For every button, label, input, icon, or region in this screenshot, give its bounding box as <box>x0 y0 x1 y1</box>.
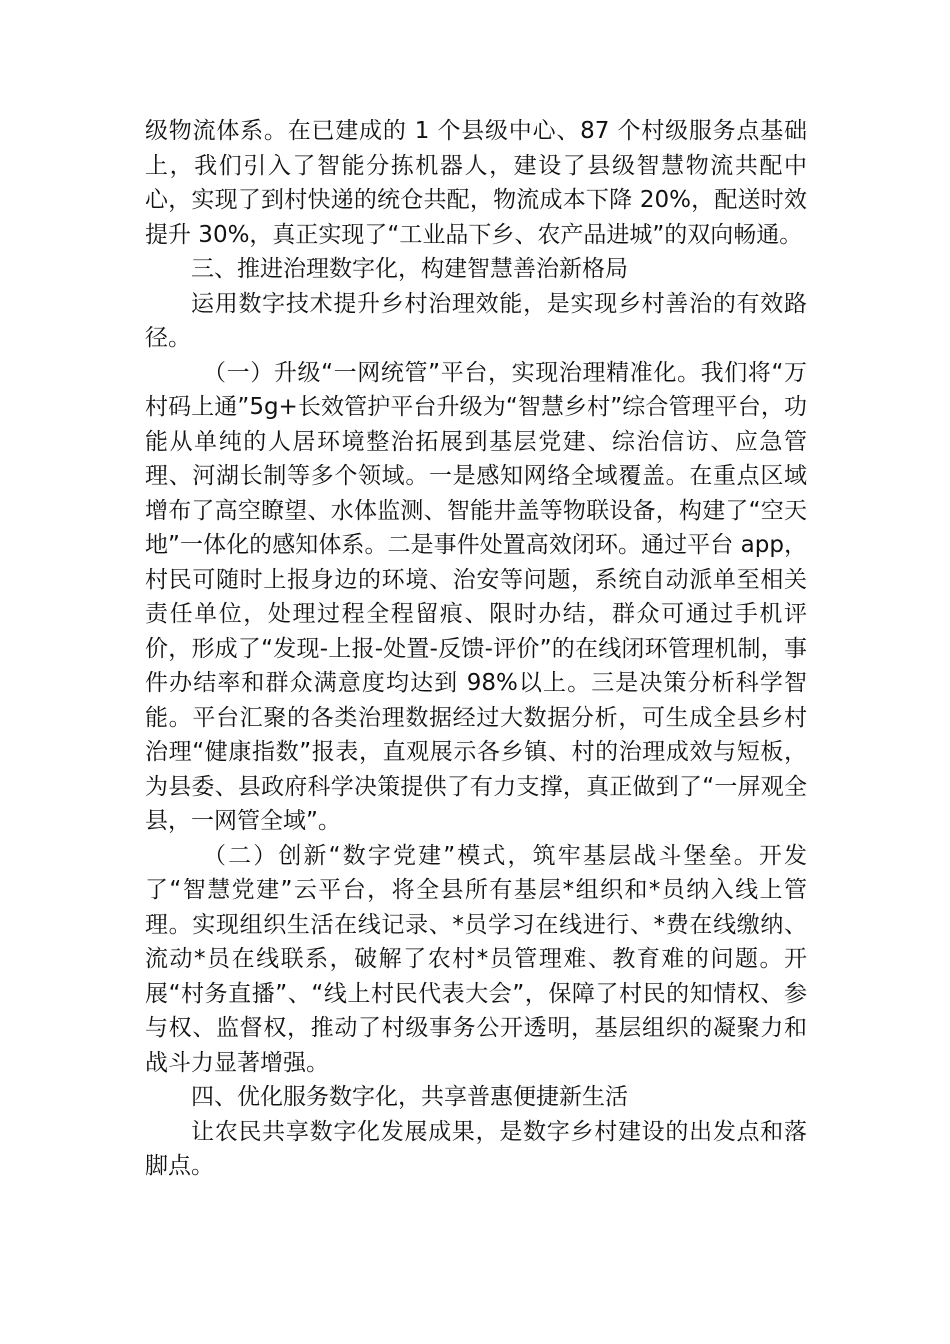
paragraph-logistics: 级物流体系。在已建成的 1 个县级中心、87 个村级服务点基础上，我们引入了智能分拣机器人，建设了县级智慧物流共配中心，实现了到村快递的统仓共配，物流成本下降 20%，配送时效提升 30%，真正实现了“工业品下乡、农产品进城”的双向畅通。 <box>145 118 807 248</box>
paragraph-governance-intro: 运用数字技术提升乡村治理效能，是实现乡村善治的有效路径。 <box>145 290 807 351</box>
document-body <box>145 114 807 1184</box>
paragraph-digital-party-building: （二）创新“数字党建”模式，筑牢基层战斗堡垒。开发了“智慧党建”云平台，将全县所有基层*组织和*员纳入线上管理。实现组织生活在线记录、*员学习在线进行、*费在线缴纳、流动*员在线联系，破解了农村*员管理难、教育难的问题。开展“村务直播”、“线上村民代表大会”，保障了村民的知情权、参与权、监督权，推动了村级事务公开透明，基层组织的凝聚力和战斗力显著增强。 <box>145 842 807 1076</box>
section-heading-services: 四、优化服务数字化，共享普惠便捷新生活 <box>191 1084 628 1110</box>
paragraph-services-intro: 让农民共享数字化发展成果，是数字乡村建设的出发点和落脚点。 <box>145 1118 807 1179</box>
paragraph-unified-management: （一）升级“一网统管”平台，实现治理精准化。我们将“万村码上通”5g+长效管护平台升级为“智慧乡村”综合管理平台，功能从单纯的人居环境整治拓展到基层党建、综治信访、应急管理、河湖长制等多个领域。一是感知网络全域覆盖。在重点区域增布了高空瞭望、水体监测、智能井盖等物联设备，构建了“空天地”一体化的感知体系。二是事件处置高效闭环。通过平台 app，村民可随时上报身边的环境、治安等问题，系统自动派单至相关责任单位，处理过程全程留痕、限时办结，群众可通过手机评价，形成了“发现-上报-处置-反馈-评价”的在线闭环管理机制，事件办结率和群众满意度均达到 98%以上。三是决策分析科学智能。平台汇聚的各类治理数据经过大数据分析，可生成全县乡村治理“健康指数”报表，直观展示各乡镇、村的治理成效与短板，为县委、县政府科学决策提供了有力支撑，真正做到了“一屏观全县，一网管全域”。 <box>145 359 807 834</box>
section-heading-governance: 三、推进治理数字化，构建智慧善治新格局 <box>191 256 628 282</box>
